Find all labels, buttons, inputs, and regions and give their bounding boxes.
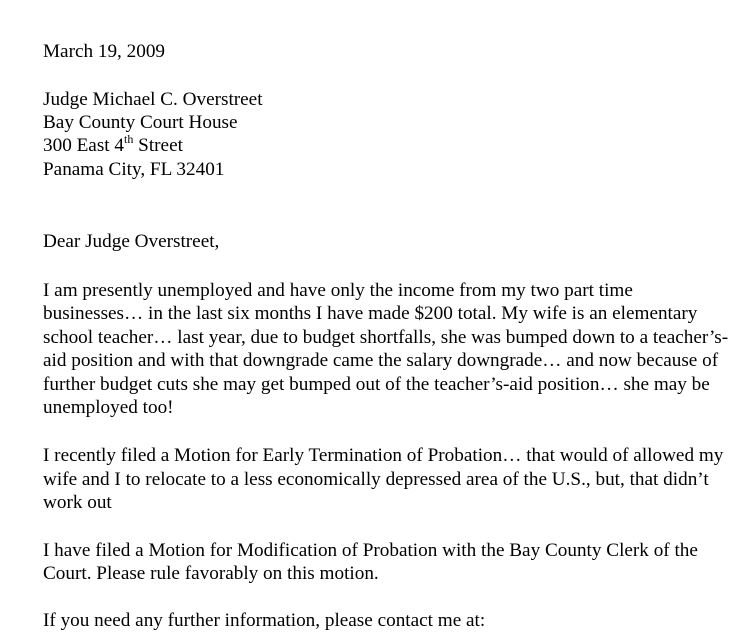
street-name: Street (133, 135, 183, 156)
paragraph1-line: businesses… in the last six months I have made $200 total. My wife is an elementary (43, 303, 698, 324)
street-number: 300 East 4 (43, 135, 125, 156)
salutation: Dear Judge Overstreet, (43, 231, 220, 252)
paragraph1-line: unemployed too! (43, 397, 174, 418)
paragraph3-line: Court. Please rule favorably on this motion. (43, 563, 379, 584)
paragraph3-line: I have filed a Motion for Modification of Probation with the Bay County Clerk of the (43, 540, 698, 561)
recipient-street (43, 131, 183, 158)
recipient-name: Judge Michael C. Overstreet (43, 89, 263, 110)
paragraph1-line: I am presently unemployed and have only the income from my two part time (43, 280, 633, 301)
paragraph4-line: If you need any further information, please contact me at: (43, 610, 486, 631)
paragraph1-line: further budget cuts she may get bumped out of the teacher’s-aid position… she may be (43, 374, 710, 395)
paragraph1-line: school teacher… last year, due to budget shortfalls, she was bumped down to a teacher’s- (43, 327, 729, 348)
recipient-city: Panama City, FL 32401 (43, 159, 225, 180)
paragraph1-line: aid position and with that downgrade came the salary downgrade… and now because of (43, 350, 719, 371)
letter-date: March 19, 2009 (43, 41, 166, 62)
street-ordinal-suffix: th (124, 131, 134, 146)
paragraph2-line: I recently filed a Motion for Early Termination of Probation… that would of allowed my (43, 445, 724, 466)
recipient-building: Bay County Court House (43, 112, 238, 133)
paragraph2-line: wife and I to relocate to a less economically depressed area of the U.S., but, that didn’t (43, 469, 709, 490)
paragraph2-line: work out (43, 492, 112, 513)
